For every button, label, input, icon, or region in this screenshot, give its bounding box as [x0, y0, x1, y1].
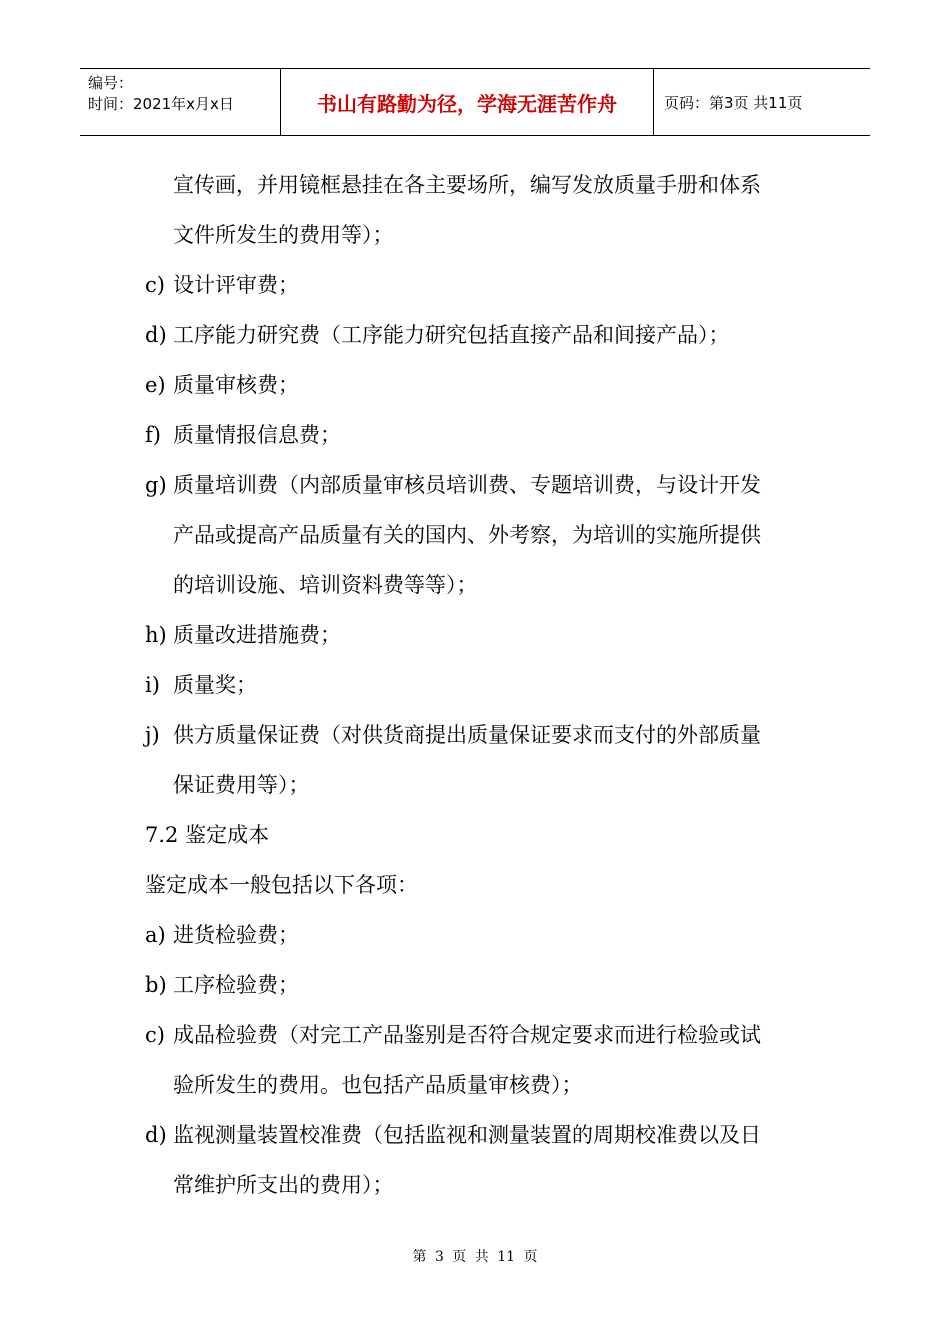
page-header: [80, 68, 870, 136]
text-line: [145, 560, 815, 610]
text-line: [145, 410, 815, 460]
list-item-label: c): [145, 1023, 165, 1047]
list-item-text: 宣传画，并用镜框悬挂在各主要场所，编写发放质量手册和体系: [173, 173, 761, 197]
doc-code-label: 编号：: [88, 74, 134, 92]
list-item-text: 质量改进措施费；: [173, 623, 341, 647]
text-line: [145, 1160, 815, 1210]
text-line: [145, 1110, 815, 1160]
paragraph-text: 鉴定成本一般包括以下各项：: [145, 873, 418, 897]
text-line: [145, 910, 815, 960]
list-item-label: j): [145, 723, 160, 747]
text-line: [145, 710, 815, 760]
text-line: [145, 610, 815, 660]
text-line: [145, 1060, 815, 1110]
text-line: [145, 660, 815, 710]
list-item-text: 的培训设施、培训资料费等等）；: [173, 573, 478, 597]
list-item-text: 产品或提高产品质量有关的国内、外考察，为培训的实施所提供: [173, 523, 761, 547]
text-line: [145, 360, 815, 410]
document-body: [145, 160, 815, 1210]
list-item-label: d): [145, 1123, 167, 1147]
header-meta: [80, 69, 280, 135]
list-item-label: i): [145, 673, 160, 697]
header-motto: 书山有路勤为径，学海无涯苦作舟: [280, 69, 654, 135]
list-item-text: 成品检验费（对完工产品鉴别是否符合规定要求而进行检验或试: [173, 1023, 761, 1047]
text-line: [145, 260, 815, 310]
list-item-label: c): [145, 273, 165, 297]
list-item-text: 质量审核费；: [173, 373, 299, 397]
header-page-info: 页码：第3页 共11页: [664, 93, 803, 112]
list-item-label: a): [145, 923, 166, 947]
list-item-label: h): [145, 623, 167, 647]
list-item-label: g): [145, 473, 167, 497]
text-line: [145, 760, 815, 810]
text-line: [145, 310, 815, 360]
list-item-text: 设计评审费；: [173, 273, 299, 297]
text-line: [145, 810, 815, 860]
list-item-text: 工序能力研究费（工序能力研究包括直接产品和间接产品）；: [173, 323, 730, 347]
text-line: [145, 160, 815, 210]
list-item-label: b): [145, 973, 167, 997]
list-item-text: 质量培训费（内部质量审核员培训费、专题培训费，与设计开发: [173, 473, 761, 497]
text-line: [145, 1010, 815, 1060]
page-footer: 第 3 页 共 11 页: [412, 1249, 538, 1265]
list-item-text: 质量情报信息费；: [173, 423, 341, 447]
text-line: [145, 960, 815, 1010]
list-item-text: 常维护所支出的费用）；: [173, 1173, 394, 1197]
list-item-text: 质量奖；: [173, 673, 257, 697]
list-item-label: f): [145, 423, 161, 447]
paragraph-text: 7.2 鉴定成本: [145, 823, 270, 847]
text-line: [145, 210, 815, 260]
list-item-label: d): [145, 323, 167, 347]
text-line: [145, 510, 815, 560]
list-item-text: 工序检验费；: [173, 973, 299, 997]
list-item-text: 供方质量保证费（对供货商提出质量保证要求而支付的外部质量: [173, 723, 761, 747]
list-item-label: e): [145, 373, 166, 397]
list-item-text: 监视测量装置校准费（包括监视和测量装置的周期校准费以及日: [173, 1123, 761, 1147]
list-item-text: 文件所发生的费用等）；: [173, 223, 394, 247]
text-line: [145, 860, 815, 910]
list-item-text: 验所发生的费用。也包括产品质量审核费）；: [173, 1073, 583, 1097]
doc-date: 时间：2021年x月x日: [88, 95, 234, 113]
text-line: [145, 460, 815, 510]
list-item-text: 保证费用等）；: [173, 773, 310, 797]
list-item-text: 进货检验费；: [173, 923, 299, 947]
